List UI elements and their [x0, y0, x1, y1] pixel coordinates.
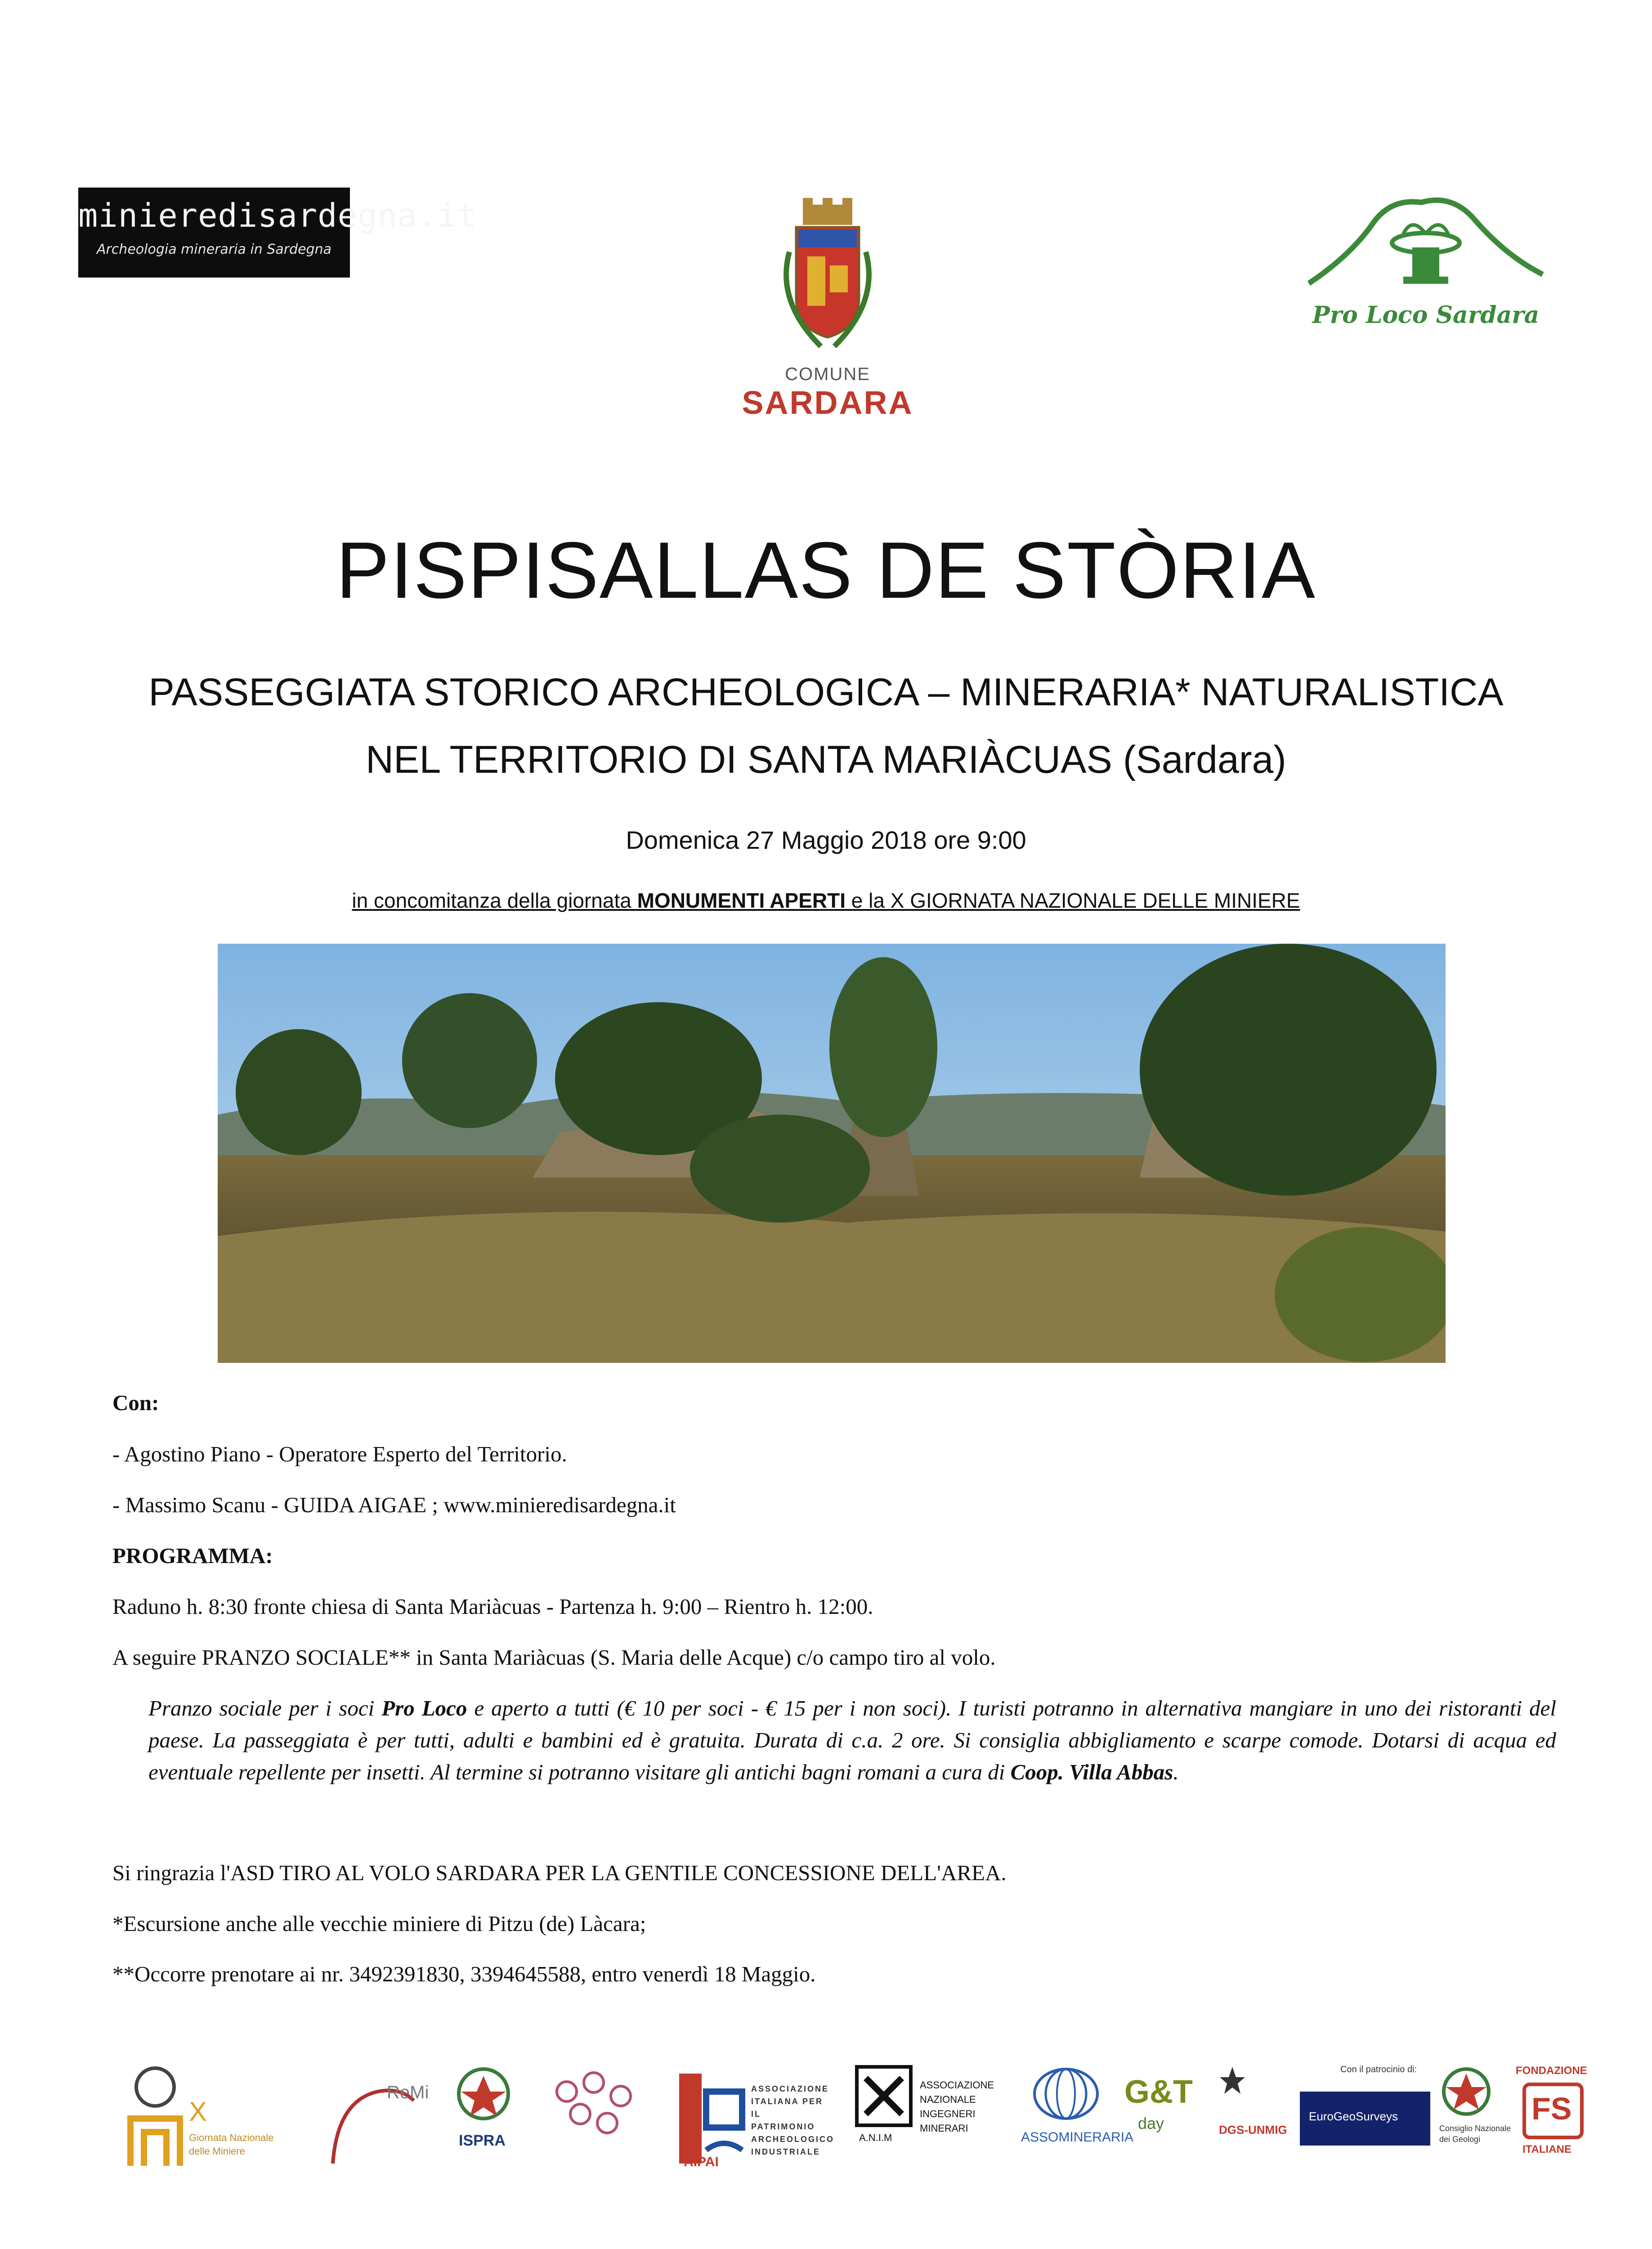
note-part-2: e aperto a tutti (€ 10 per soci - € 15 per i non soci). I turisti potranno in alternativa mangiare in uno dei ristoranti del paese. La passeggiata è per tutti, adulti e bambini ed è gratuita. Durata di c.a. 2 ore. Si consiglia abbigliamento e scarpe comode. Dotarsi di acqua ed eventuale repellente per insetti. Al termine si potranno visitare gli antichi bagni romani a cura di	[148, 1696, 1556, 1784]
guide-2: - Massimo Scanu - GUIDA AIGAE ; www.minieredisardegna.it	[112, 1492, 676, 1517]
aipai-logo-icon	[675, 2065, 747, 2168]
fs-top: FONDAZIONE	[1516, 2065, 1587, 2077]
occasion-highlight: MONUMENTI APERTI	[637, 889, 846, 912]
sponsor-aipai	[675, 2065, 835, 2182]
sponsor-assomineraria	[1021, 2065, 1138, 2182]
sponsor-geologi	[1439, 2065, 1511, 2182]
logo-tagline: Archeologia mineraria in Sardegna	[96, 242, 332, 257]
note-coop: Coop. Villa Abbas	[1010, 1760, 1173, 1784]
page-title: PISPISALLAS DE STÒRIA	[336, 525, 1316, 615]
footnote-1: *Escursione anche alle vecchie miniere di Pitzu (de) Làcara;	[112, 1911, 646, 1936]
programma-line-1: Raduno h. 8:30 fronte chiesa di Santa Mariàcuas - Partenza h. 9:00 – Rientro h. 12:00.	[112, 1594, 873, 1619]
sponsor-molecule	[544, 2065, 661, 2182]
landscape-photo	[218, 944, 1446, 1363]
sponsor-ispra	[454, 2065, 517, 2182]
assomineraria-icon	[1021, 2065, 1111, 2123]
eurogeo-name: EuroGeoSurveys	[1309, 2110, 1398, 2123]
giornata-line-1: Giornata Nazionale	[189, 2132, 274, 2143]
con-label: Con:	[112, 1390, 159, 1415]
comune-sardara-logo	[720, 198, 936, 432]
eurogeo-box	[1300, 2092, 1430, 2146]
ruins-landscape-image	[218, 944, 1446, 1363]
logo-name: minieredisardegna.it	[78, 197, 477, 234]
lunch-note	[148, 1692, 1556, 1788]
dgs-name: DGS-UNMIG	[1219, 2123, 1287, 2137]
fs-box	[1522, 2083, 1584, 2139]
geologi-name: Consiglio Nazionale dei Geologi	[1439, 2124, 1511, 2144]
hammers-icon	[855, 2065, 913, 2128]
subtitle-line-1: PASSEGGIATA STORICO ARCHEOLOGICA – MINERARIA* NATURALISTICA	[148, 671, 1504, 714]
aipai-text: ASSOCIAZIONE ITALIANA PER IL PATRIMONIO ARCHEOLOGICO INDUSTRIALE	[751, 2084, 835, 2156]
note-proloco: Pro Loco	[381, 1696, 467, 1720]
sponsor-giornata-miniere	[121, 2065, 301, 2182]
occasion-before: in concomitanza della giornata	[352, 889, 637, 912]
miniere-arch-icon	[121, 2065, 189, 2168]
republic-star-icon	[1439, 2065, 1493, 2119]
subtitle-line-2: NEL TERRITORIO DI SANTA MARIÀCUAS (Sardara)	[366, 738, 1286, 781]
star-emblem-icon	[1219, 2065, 1246, 2096]
republic-emblem-icon	[454, 2065, 513, 2128]
ispra-name: ISPRA	[459, 2132, 506, 2149]
pro-loco-logo	[1304, 189, 1547, 342]
assomineraria-name: ASSOMINERARIA	[1021, 2130, 1134, 2145]
sponsor-anim	[855, 2065, 1003, 2182]
sponsor-gt-day	[1124, 2065, 1196, 2182]
footnote-2: **Occorre prenotare ai nr. 3492391830, 3394645588, entro venerdì 18 Maggio.	[112, 1962, 816, 1986]
minieredisardegna-logo	[78, 188, 477, 278]
anim-text: ASSOCIAZIONE NAZIONALE INGEGNERI MINERARI	[920, 2079, 994, 2134]
anim-name: A.N.I.M	[859, 2132, 892, 2143]
event-date: Domenica 27 Maggio 2018 ore 9:00	[626, 826, 1026, 854]
pro-loco-label: Pro Loco Sardara	[1312, 301, 1540, 329]
sponsor-eurogeosurveys	[1300, 2065, 1435, 2182]
molecule-icon	[544, 2065, 657, 2155]
comune-label: COMUNE	[785, 364, 870, 384]
fountain-icon	[1304, 189, 1547, 301]
thanks-line: Si ringrazia l'ASD TIRO AL VOLO SARDARA PER LA GENTILE CONCESSIONE DELL'AREA.	[112, 1860, 1007, 1885]
remi-icon	[324, 2065, 432, 2168]
programma-label: PROGRAMMA:	[112, 1543, 273, 1568]
giornata-num: X	[189, 2097, 207, 2127]
fs-mark: FS	[1531, 2091, 1572, 2126]
fs-bottom: ITALIANE	[1522, 2143, 1571, 2155]
comune-name: SARDARA	[742, 385, 913, 421]
coat-of-arms-icon	[771, 198, 884, 360]
gt-name: G&T	[1124, 2074, 1193, 2110]
guide-1: - Agostino Piano - Operatore Esperto del Territorio.	[112, 1442, 567, 1466]
event-occasion	[0, 888, 1652, 913]
aipai-name: AIPAI	[684, 2155, 719, 2169]
giornata-line-2: delle Miniere	[189, 2146, 245, 2157]
sponsor-mise	[1219, 2065, 1291, 2182]
remi-name: ReMi	[387, 2083, 429, 2102]
sponsor-fs	[1516, 2065, 1588, 2182]
sponsor-remi	[324, 2065, 441, 2182]
patrocinio-label: Con il patrocinio di:	[1340, 2065, 1417, 2074]
occasion-after: e la X GIORNATA NAZIONALE DELLE MINIERE	[846, 889, 1300, 912]
programma-line-2: A seguire PRANZO SOCIALE** in Santa Mariàcuas (S. Maria delle Acque) c/o campo tiro al volo.	[112, 1645, 996, 1670]
note-part-1: Pranzo sociale per i soci	[148, 1696, 382, 1720]
gt-sub: day	[1138, 2114, 1164, 2133]
note-end: .	[1173, 1760, 1179, 1784]
